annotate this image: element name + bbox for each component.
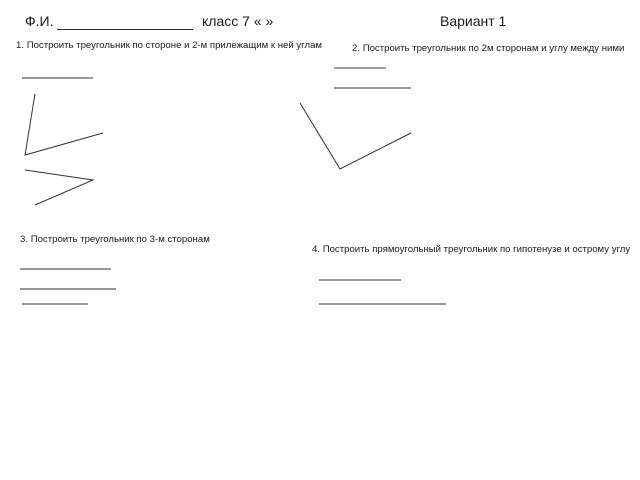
task-2-number: 2. xyxy=(352,43,361,54)
variant-label: Вариант 1 xyxy=(440,13,507,29)
task-4-text: Построить прямоугольный треугольник по гипотенузе и острому углу xyxy=(322,244,631,255)
task-4-number: 4. xyxy=(312,244,321,255)
task-1-text: Построить треугольник по стороне и 2-м прилежащим к ней углам xyxy=(26,40,322,51)
task-4 xyxy=(312,245,630,255)
task-3-text: Построить треугольник по 3-м сторонам xyxy=(30,234,210,245)
task-1-angle-a xyxy=(25,94,103,155)
fio-label: Ф.И. xyxy=(25,13,54,29)
fio-underline xyxy=(57,29,193,30)
task-2 xyxy=(352,44,624,54)
task-3 xyxy=(20,235,210,245)
task-2-angle xyxy=(300,103,411,169)
task-1-number: 1. xyxy=(16,40,25,51)
task-3-number: 3. xyxy=(20,234,29,245)
task-1-angle-b xyxy=(25,170,93,205)
task-2-text: Построить треугольник по 2м сторонам и углу между ними xyxy=(362,43,625,54)
class-label: класс 7 « » xyxy=(202,13,274,29)
task-1 xyxy=(16,41,322,51)
